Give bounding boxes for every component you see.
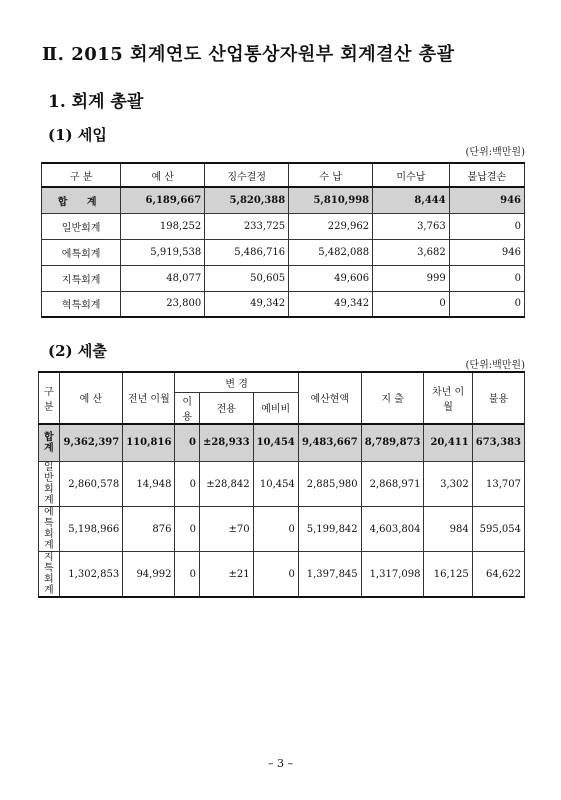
table-cell: 0 (373, 291, 450, 317)
table-cell: 0 (449, 291, 524, 317)
table-row (42, 291, 525, 317)
expenditure-header-row (39, 372, 525, 392)
table-row (39, 507, 525, 552)
table-cell: 48,077 (121, 265, 205, 291)
table-cell: 946 (449, 239, 524, 265)
header-gubun: 구분 (39, 372, 60, 424)
table-row (39, 552, 525, 598)
row-label: 에특회계 (42, 239, 121, 265)
revenue-header-cell: 예 산 (121, 163, 205, 187)
table-cell: 0 (175, 507, 200, 552)
table-row (42, 213, 525, 239)
table-cell: 876 (123, 507, 175, 552)
header-change-sub: 전용 (199, 392, 253, 424)
table-cell: 984 (424, 507, 472, 552)
revenue-header-cell: 징수결정 (205, 163, 289, 187)
table-cell: 13,707 (472, 462, 524, 507)
table-cell: 5,199,842 (298, 507, 361, 552)
table-cell: ±21 (199, 552, 253, 598)
table-cell: 8,789,873 (361, 424, 424, 462)
revenue-header-cell: 구 분 (42, 163, 121, 187)
header-expenditure: 지 출 (361, 372, 424, 424)
main-heading: Ⅱ. 2015 회계연도 산업통상자원부 회계결산 총괄 (42, 44, 455, 65)
row-label: 합 계 (42, 187, 121, 213)
header-carryover-in: 전년 이월 (123, 372, 175, 424)
table-cell: 9,483,667 (298, 424, 361, 462)
header-carryover-out: 차년 이월 (424, 372, 472, 424)
table-cell: 49,342 (289, 291, 373, 317)
table-row (39, 462, 525, 507)
table-cell: 999 (373, 265, 450, 291)
expenditure-unit-label: (단위:백만원) (465, 360, 525, 371)
table-cell: 10,454 (253, 462, 298, 507)
header-change-sub: 이용 (175, 392, 200, 424)
table-cell: 1,317,098 (361, 552, 424, 598)
header-budget: 예 산 (59, 372, 123, 424)
table-cell: 0 (449, 213, 524, 239)
table-cell: 6,189,667 (121, 187, 205, 213)
header-unused: 불용 (472, 372, 524, 424)
table-cell: 2,860,578 (59, 462, 123, 507)
table-cell: 8,444 (373, 187, 450, 213)
table-cell: 946 (449, 187, 524, 213)
table-cell: ±28,933 (199, 424, 253, 462)
page-number: – 3 – (268, 757, 293, 770)
revenue-table (41, 162, 525, 318)
revenue-total-row (42, 187, 525, 213)
expenditure-total-row (39, 424, 525, 462)
table-cell: 9,362,397 (59, 424, 123, 462)
table-cell: 5,486,716 (205, 239, 289, 265)
revenue-section-title: (1) 세입 (48, 126, 107, 144)
table-cell: 110,816 (123, 424, 175, 462)
table-cell: 94,992 (123, 552, 175, 598)
table-cell: 23,800 (121, 291, 205, 317)
sub-heading: 1. 회계 총괄 (48, 92, 144, 112)
table-cell: 0 (253, 507, 298, 552)
row-label: 에특 회계 (39, 507, 60, 552)
table-cell: 1,302,853 (59, 552, 123, 598)
table-cell: 595,054 (472, 507, 524, 552)
table-cell: 0 (175, 552, 200, 598)
table-cell: 0 (253, 552, 298, 598)
table-cell: 14,948 (123, 462, 175, 507)
table-cell: 64,622 (472, 552, 524, 598)
table-cell: 0 (449, 265, 524, 291)
row-label: 일반 회계 (39, 462, 60, 507)
table-cell: 5,810,998 (289, 187, 373, 213)
header-current-budget: 예산현액 (298, 372, 361, 424)
table-cell: 2,868,971 (361, 462, 424, 507)
table-cell: 673,383 (472, 424, 524, 462)
table-cell: 198,252 (121, 213, 205, 239)
table-cell: ±70 (199, 507, 253, 552)
table-row (42, 265, 525, 291)
table-row (42, 239, 525, 265)
table-cell: 4,603,804 (361, 507, 424, 552)
expenditure-section-title: (2) 세출 (48, 342, 107, 360)
table-cell: 3,682 (373, 239, 450, 265)
table-cell: 5,919,538 (121, 239, 205, 265)
table-cell: ±28,842 (199, 462, 253, 507)
table-cell: 233,725 (205, 213, 289, 239)
table-cell: 5,198,966 (59, 507, 123, 552)
table-cell: 16,125 (424, 552, 472, 598)
revenue-header-row (42, 163, 525, 187)
table-cell: 3,763 (373, 213, 450, 239)
table-cell: 5,820,388 (205, 187, 289, 213)
table-cell: 2,885,980 (298, 462, 361, 507)
revenue-header-cell: 불납결손 (449, 163, 524, 187)
table-cell: 49,606 (289, 265, 373, 291)
table-cell: 20,411 (424, 424, 472, 462)
table-cell: 3,302 (424, 462, 472, 507)
header-change: 변 경 (175, 372, 298, 392)
revenue-header-cell: 수 납 (289, 163, 373, 187)
table-cell: 1,397,845 (298, 552, 361, 598)
table-cell: 5,482,088 (289, 239, 373, 265)
table-cell: 50,605 (205, 265, 289, 291)
table-cell: 49,342 (205, 291, 289, 317)
row-label: 혁특회계 (42, 291, 121, 317)
revenue-header-cell: 미수납 (373, 163, 450, 187)
header-change-sub: 예비비 (253, 392, 298, 424)
row-label: 지특 회계 (39, 552, 60, 598)
expenditure-table (38, 371, 525, 598)
row-label: 지특회계 (42, 265, 121, 291)
row-label: 일반회계 (42, 213, 121, 239)
table-cell: 0 (175, 424, 200, 462)
row-label: 합계 (39, 424, 60, 462)
table-cell: 0 (175, 462, 200, 507)
table-cell: 229,962 (289, 213, 373, 239)
revenue-unit-label: (단위:백만원) (465, 147, 525, 158)
table-cell: 10,454 (253, 424, 298, 462)
